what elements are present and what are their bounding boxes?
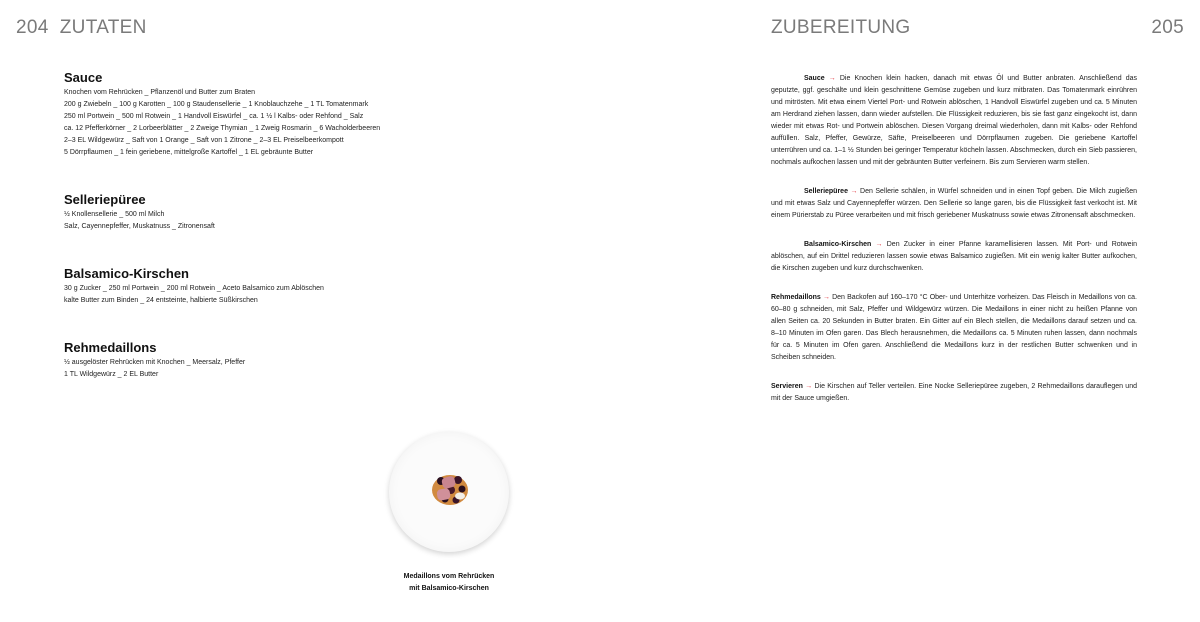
- ingredient-line: 1 TL Wildgewürz _ 2 EL Butter: [64, 371, 159, 378]
- step-sauce: [771, 73, 1137, 169]
- ingredient-heading: Balsamico-Kirschen: [64, 266, 189, 281]
- step-text: Den Zucker in einer Pfanne karamellisieren lassen. Mit Port- und Rotwein ablöschen, auf ein Drittel reduzieren lassen sowie etwas Balsamico zugießen. Mit ein wenig kalter Butter aufkochen, die Kirschen zugeben und kurz durchschwenken.: [771, 241, 1137, 272]
- ingredient-heading: Selleriepüree: [64, 192, 146, 207]
- arrow-icon: →: [850, 188, 858, 195]
- step-text: Die Knochen klein hacken, danach mit etwas Öl und Butter anbraten. Anschließend das geputzte, ggf. geschälte und klein geschnittene Gemüse zugeben und kurz mitbraten. Das Tomatenmark einrühren und mitrösten. Mit etwa einem Viertel Port- und Rotwein ablöschen, 1 Handvoll Eiswürfel zugeben und ca. 5 Minuten am Herdrand ziehen lassen, dann wieder aufstellen. Die Flüssigkeit reduzieren, bis sie fast ganz eingekocht ist, dann wieder mit etwas Rot- und Portwein ablöschen. Diesen Vorgang dreimal wiederholen, dann mit Kalbs- oder Rehfond auffüllen. Salz, Pfeffer, Gewürze, Säfte, Preiselbeeren und Dörrpflaumen zugeben. Die geriebene Kartoffel unterrühren und ca. 1–1 ½ Stunden bei geringer Temperatur köcheln lassen. Abschmecken, durch ein Sieb passieren, nochmals aufkochen lassen und mit der gebräunten Butter verfeinern. Bis zum Servieren warm stellen.: [771, 75, 1137, 166]
- step-text: Den Backofen auf 160–170 °C Ober- und Unterhitze vorheizen. Das Fleisch in Medaillons von ca. 60–80 g schneiden, mit Salz, Pfeffer und Wildgewürz würzen. Die Medaillons in einer nicht zu heißen Pfanne von allen Seiten ca. 20 Sekunden in Butter braten. Ein Gitter auf ein Blech stellen, die Medaillons darauf setzen und ca. 8–10 Minuten im Ofen garen. Das Blech herausnehmen, die Medaillons ca. 5 Minuten ruhen lassen, dann nochmals für ca. 5 Minuten im Ofen garen. Anschließend die Medaillons kurz in der restlichen Butter schwenken und in Scheiben schneiden.: [771, 294, 1137, 361]
- ingredient-block-balsamico-kirschen: [64, 266, 444, 307]
- ingredient-line: 5 Dörrpflaumen _ 1 fein geriebene, mittelgroße Kartoffel _ 1 EL gebräunte Butter: [64, 149, 314, 156]
- arrow-icon: →: [805, 383, 813, 390]
- page-number-right: 205: [1151, 17, 1184, 38]
- ingredient-line: 2–3 EL Wildgewürz _ Saft von 1 Orange _ Saft von 1 Zitrone _ 2–3 EL Preiselbeerkompott: [64, 137, 344, 144]
- left-page-header: [16, 17, 147, 39]
- dish-photo: [389, 432, 509, 552]
- ingredient-line: ½ ausgelöster Rehrücken mit Knochen _ Meersalz, Pfeffer: [64, 359, 246, 366]
- caption-line: mit Balsamico-Kirschen: [409, 585, 489, 592]
- step-label: Sauce: [804, 75, 825, 82]
- step-text: Die Kirschen auf Teller verteilen. Eine Nocke Selleriepüree zugeben, 2 Rehmedaillons darauflegen und mit der Sauce umgießen.: [771, 383, 1137, 402]
- ingredient-line: 30 g Zucker _ 250 ml Portwein _ 200 ml Rotwein _ Aceto Balsamico zum Ablöschen: [64, 285, 324, 292]
- step-label: Servieren: [771, 383, 803, 390]
- ingredient-heading: Sauce: [64, 70, 103, 85]
- caption-line: Medaillons vom Rehrücken: [403, 573, 495, 580]
- arrow-icon: →: [875, 241, 883, 248]
- dish-image: [429, 470, 471, 508]
- step-servieren: [771, 381, 1137, 405]
- arrow-icon: →: [822, 294, 830, 301]
- step-label: Balsamico-Kirschen: [804, 241, 872, 248]
- step-rehmedaillons: [771, 292, 1137, 364]
- photo-caption: [349, 571, 549, 595]
- step-balsamico-kirschen: [771, 239, 1137, 275]
- step-label: Rehmedaillons: [771, 294, 821, 301]
- ingredient-line: 200 g Zwiebeln _ 100 g Karotten _ 100 g Staudensellerie _ 1 Knoblauchzehe _ 1 TL Tomatenmark: [64, 101, 369, 108]
- page-number-left: 204: [16, 17, 49, 38]
- left-page-title: ZUTATEN: [59, 17, 147, 38]
- ingredient-block-sauce: [64, 70, 444, 159]
- step-selleriepueree: [771, 186, 1137, 222]
- ingredient-line: Knochen vom Rehrücken _ Pflanzenöl und Butter zum Braten: [64, 89, 256, 96]
- step-text: Den Sellerie schälen, in Würfel schneiden und in einen Topf geben. Die Milch zugießen und mit etwas Salz und Cayennepfeffer würzen. Den Sellerie so lange garen, bis die Flüssigkeit fast verkocht ist. Mit einem Pürierstab zu Püree verarbeiten und mit frisch geriebener Muskatnuss sowie etwas Zitronensaft abschmecken.: [771, 188, 1138, 219]
- ingredient-line: 250 ml Portwein _ 500 ml Rotwein _ 1 Handvoll Eiswürfel _ ca. 1 ½ l Kalbs- oder Rehfond _ Salz: [64, 113, 364, 120]
- ingredient-heading: Rehmedaillons: [64, 340, 157, 355]
- ingredients-column: [64, 70, 444, 414]
- preparation-column: [771, 73, 1137, 422]
- ingredient-block-selleriepueree: [64, 192, 444, 233]
- ingredient-line: kalte Butter zum Binden _ 24 entsteinte, halbierte Süßkirschen: [64, 297, 258, 304]
- ingredient-line: ca. 12 Pfefferkörner _ 2 Lorbeerblätter _ 2 Zweige Thymian _ 1 Zweig Rosmarin _ 6 Wacholderbeeren: [64, 125, 381, 132]
- right-page-title: ZUBEREITUNG: [771, 17, 911, 38]
- step-label: Selleriepüree: [804, 188, 848, 195]
- ingredient-line: Salz, Cayennepfeffer, Muskatnuss _ Zitronensaft: [64, 223, 215, 230]
- arrow-icon: →: [828, 75, 836, 82]
- ingredient-line: ½ Knollensellerie _ 500 ml Milch: [64, 211, 165, 218]
- ingredient-block-rehmedaillons: [64, 340, 444, 381]
